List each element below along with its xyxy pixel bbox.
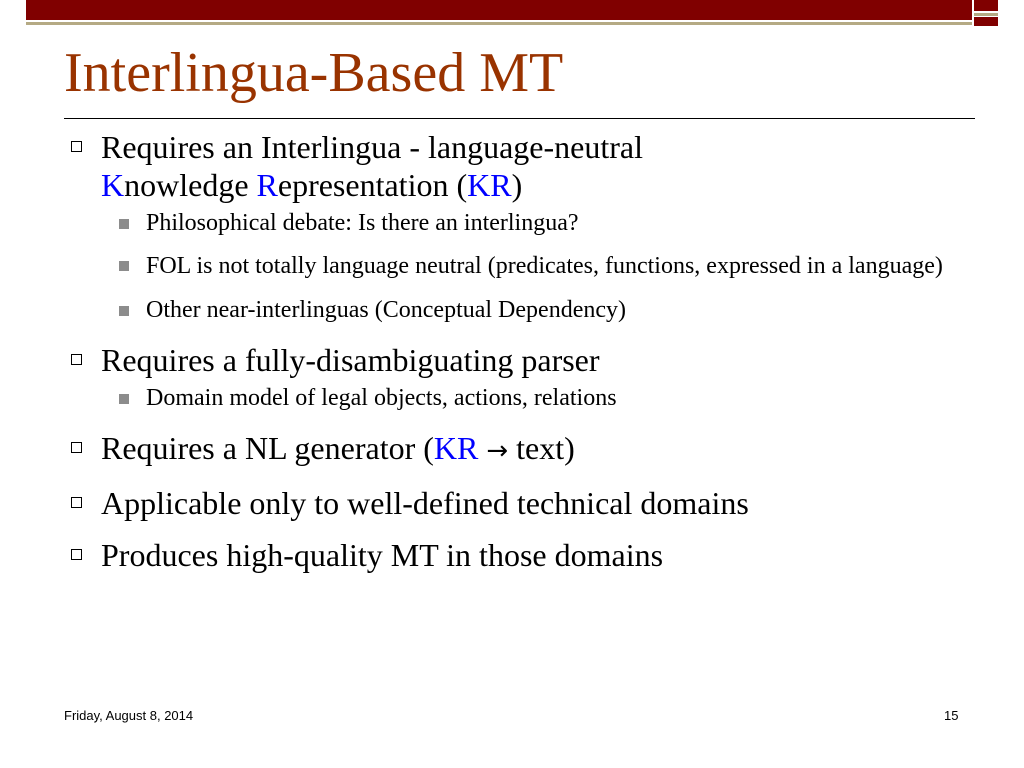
bullet-kr [64,128,964,204]
footer-date: Friday, August 8, 2014 [64,708,194,723]
top-accent-line [26,22,972,25]
slide-number: 15 [944,708,959,723]
sub-bullet-text: Philosophical debate: Is there an interlingua? [146,210,579,236]
corner-accent-block [974,17,998,26]
highlight-acronym: KR [433,430,479,466]
bullet-text: nowledge [124,167,257,203]
bullet-quality [64,536,964,574]
hollow-square-bullet-icon [71,549,82,560]
hollow-square-bullet-icon [71,141,82,152]
sub-bullet [64,293,964,327]
corner-accent-top [974,0,998,11]
hollow-square-bullet-icon [71,442,82,453]
sub-bullet [64,206,964,240]
sub-bullet-text: Domain model of legal objects, actions, relations [146,385,617,411]
slide-content [64,128,964,588]
hollow-square-bullet-icon [71,354,82,365]
right-arrow-icon: → [486,436,509,466]
sub-bullet-text: Other near-interlinguas (Conceptual Dependency) [146,297,626,323]
bullet-text: Requires an Interlingua - language-neutral [101,129,643,165]
filled-square-bullet-icon [119,219,129,229]
sub-bullet-group [64,206,964,327]
corner-accent-strip [974,13,998,16]
bullet-text: Applicable only to well-defined technical domains [101,485,749,521]
bullet-text: Requires a fully-disambiguating parser [101,342,600,378]
hollow-square-bullet-icon [71,497,82,508]
filled-square-bullet-icon [119,261,129,271]
top-accent-bar [26,0,972,20]
bullet-domains [64,484,964,522]
bullet-generator [64,429,964,470]
slide-title: Interlingua-Based MT [64,42,564,104]
bullet-text: text) [508,430,575,466]
bullet-text: Produces high-quality MT in those domains [101,537,664,573]
bullet-parser [64,341,964,379]
sub-bullet [64,381,964,415]
highlight-acronym: KR [467,167,512,203]
highlight-letter: R [256,167,278,203]
filled-square-bullet-icon [119,306,129,316]
bullet-text: Requires a NL generator ( [101,430,434,466]
filled-square-bullet-icon [119,394,129,404]
title-rule [64,118,975,119]
sub-bullet-group [64,381,964,415]
bullet-text: ) [511,167,523,203]
sub-bullet [64,248,964,285]
bullet-text: epresentation ( [277,167,468,203]
highlight-letter: K [101,167,125,203]
sub-bullet-text: FOL is not totally language neutral (predicates, functions, expressed in a language) [146,253,943,279]
